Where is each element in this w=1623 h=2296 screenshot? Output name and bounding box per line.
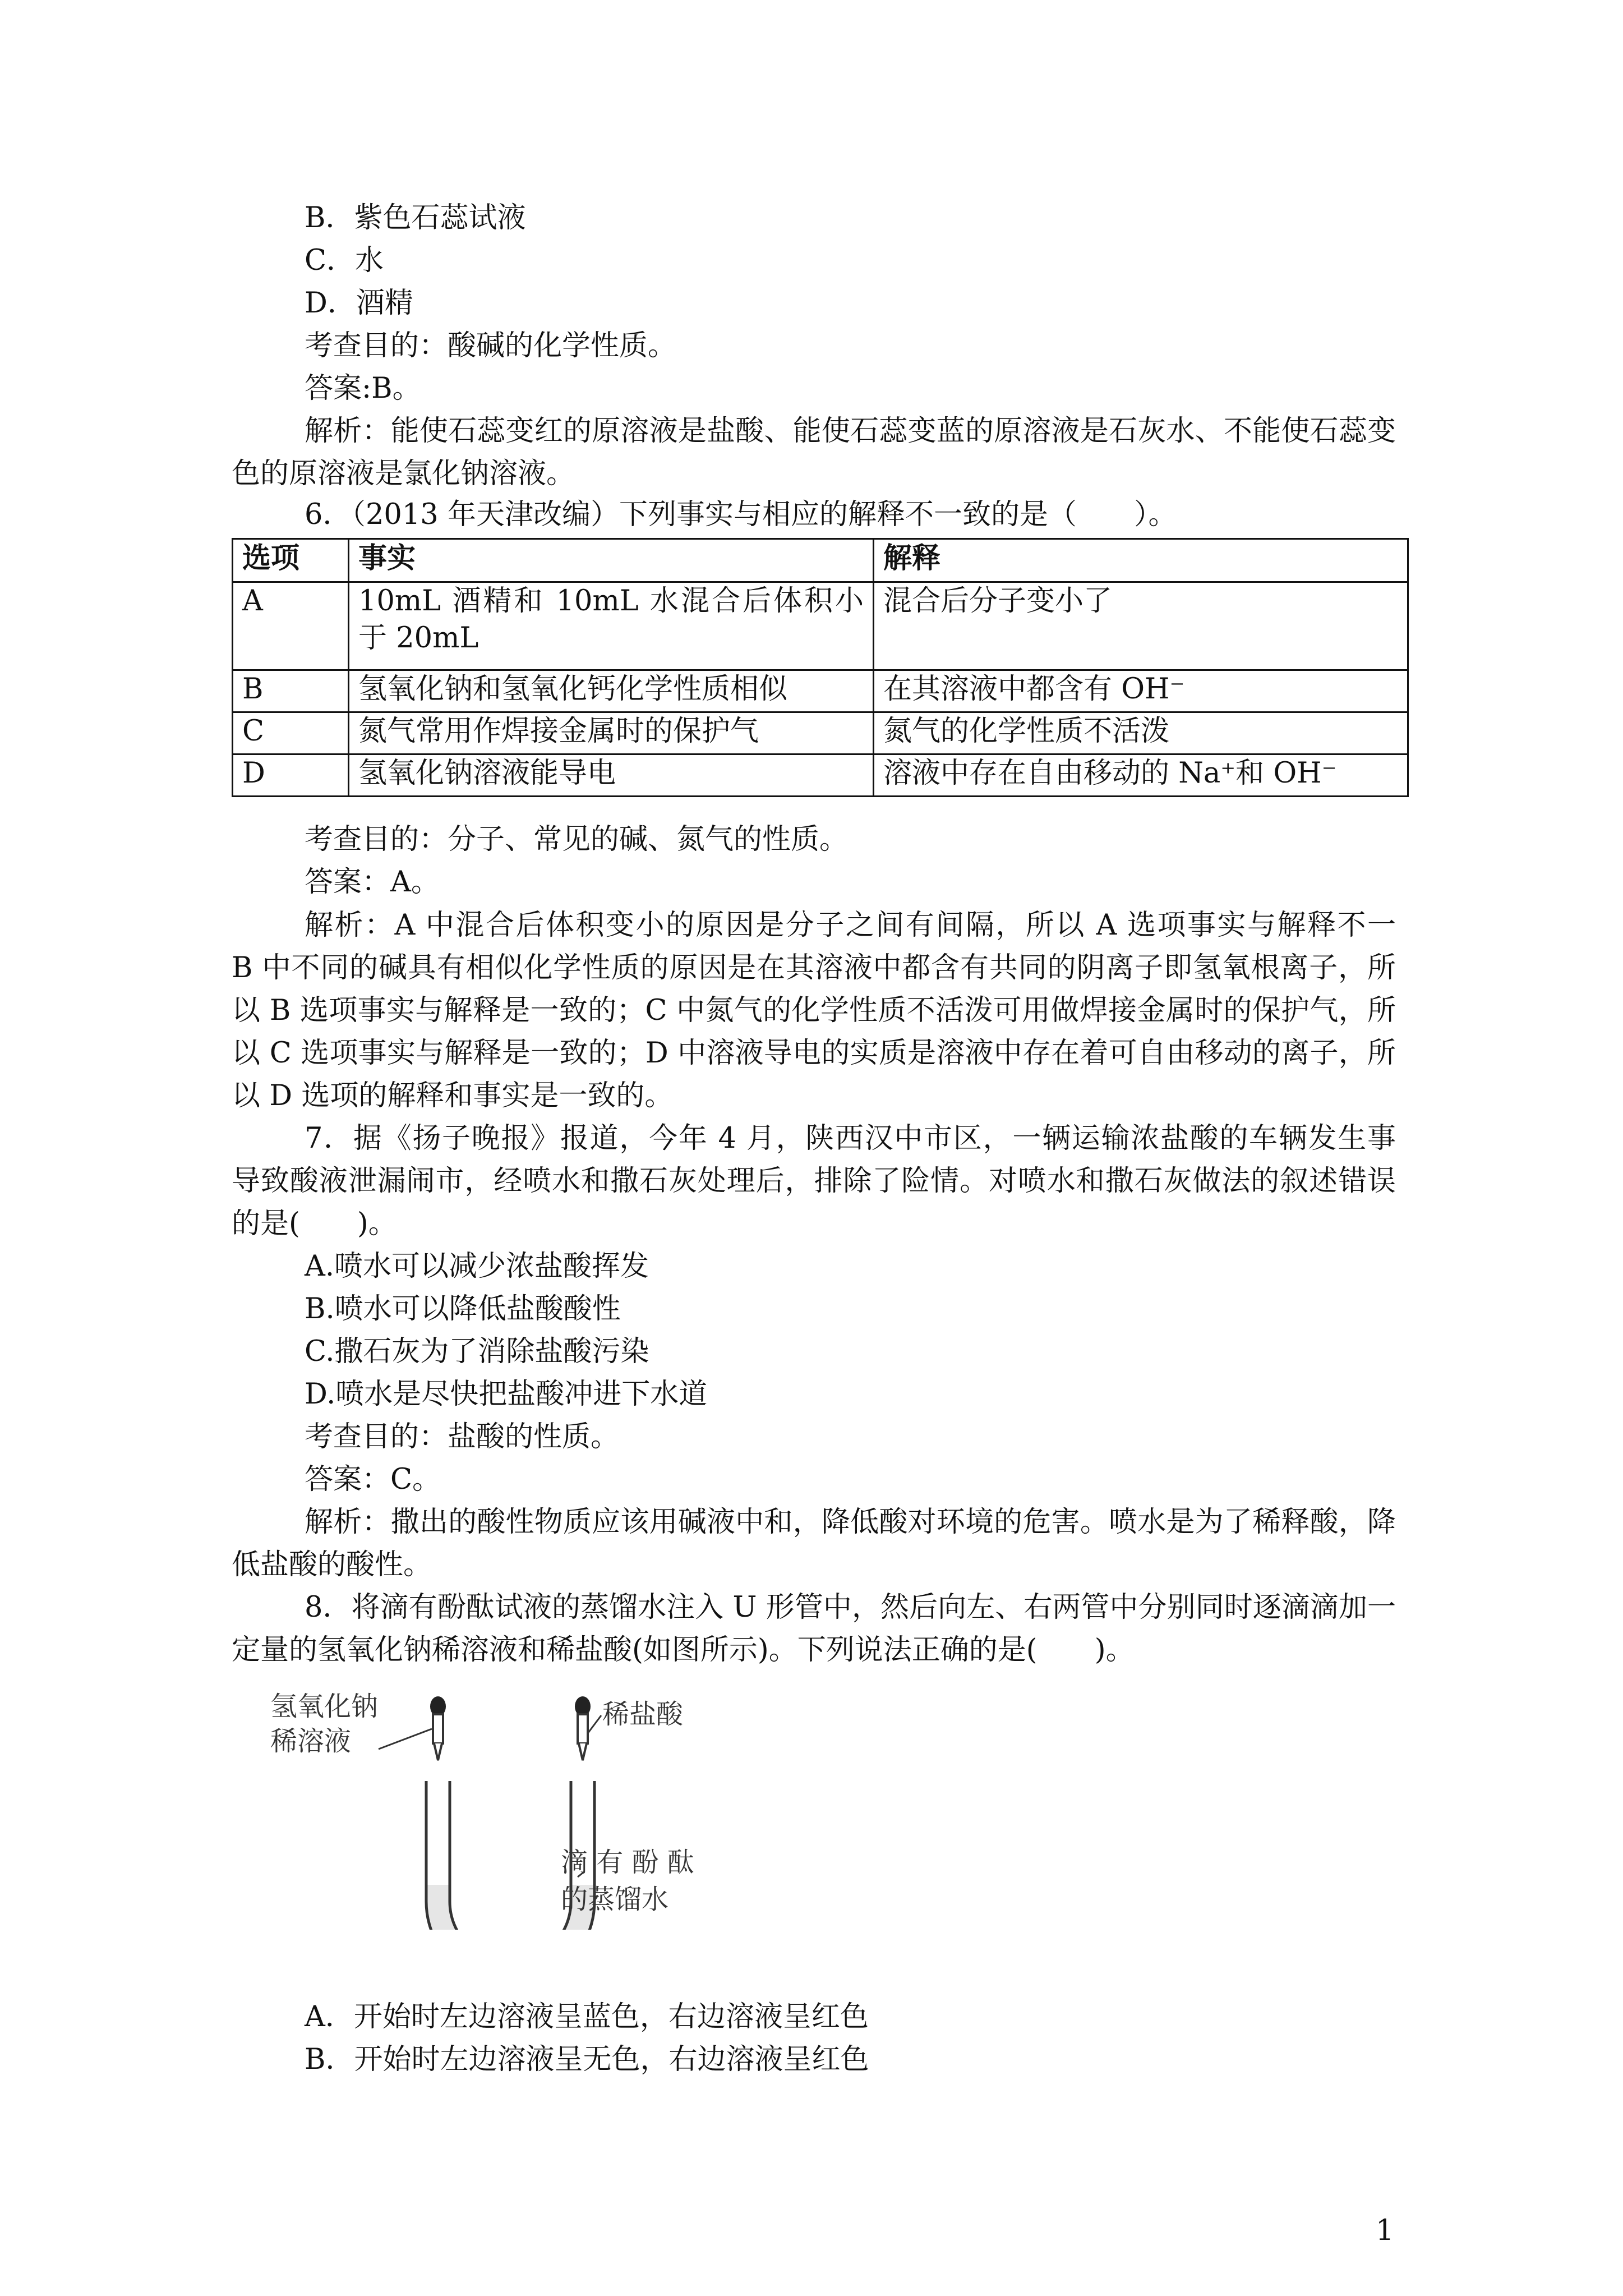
purpose-line: 考查目的：盐酸的性质。 (305, 1420, 620, 1453)
table-cell: B (233, 670, 349, 712)
analysis-line: 解析：撒出的酸性物质应该用碱液中和，降低酸对环境的危害。喷水是为了稀释酸，降 (305, 1506, 1396, 1539)
answer-line: 答案：A。 (305, 866, 440, 899)
table-cell: 10mL 酒精和 10mL 水混合后体积小于 20mL (349, 582, 874, 670)
table-header: 事实 (349, 539, 874, 582)
analysis-line: 解析：能使石蕊变红的原溶液是盐酸、能使石蕊变蓝的原溶液是石灰水、不能使石蕊变 (305, 415, 1396, 448)
question-stem: 8．将滴有酚酞试液的蒸馏水注入 U 形管中，然后向左、右两管中分别同时逐滴滴加一 (305, 1591, 1396, 1624)
table-cell: D (233, 754, 349, 797)
analysis-line: 色的原溶液是氯化钠溶液。 (232, 457, 575, 490)
option-line: A.喷水可以减少浓盐酸挥发 (305, 1250, 649, 1283)
table-row (233, 712, 1408, 754)
purpose-line: 考查目的：酸碱的化学性质。 (305, 329, 677, 362)
option-line: A．开始时左边溶液呈蓝色，右边溶液呈红色 (305, 2000, 869, 2033)
table-cell: 氢氧化钠溶液能导电 (349, 754, 874, 797)
page-number: 1 (1376, 2214, 1394, 2247)
analysis-line: 以 B 选项事实与解释是一致的；C 中氮气的化学性质不活泼可用做焊接金属时的保护气，所 (232, 994, 1396, 1027)
option-line: D．酒精 (305, 287, 413, 320)
table-cell: 混合后分子变小了 (874, 582, 1408, 670)
table-cell: C (233, 712, 349, 754)
option-line: B.喷水可以降低盐酸酸性 (305, 1292, 621, 1326)
option-line: C．水 (305, 244, 384, 277)
analysis-line: 以 C 选项事实与解释是一致的；D 中溶液导电的实质是溶液中存在着可自由移动的离子，所 (232, 1037, 1396, 1070)
analysis-line: 解析：A 中混合后体积变小的原因是分子之间有间隔，所以 A 选项事实与解释不一 (305, 909, 1396, 942)
table-cell: 在其溶液中都含有 OH⁻ (874, 670, 1408, 712)
question-stem: 7．据《扬子晚报》报道，今年 4 月，陕西汉中市区，一辆运输浓盐酸的车辆发生事 (305, 1122, 1396, 1155)
question-stem: 导致酸液泄漏闹市，经喷水和撒石灰处理后，排除了险情。对喷水和撒石灰做法的叙述错误 (232, 1165, 1396, 1198)
analysis-line: 以 D 选项的解释和事实是一致的。 (232, 1079, 674, 1112)
table-row (233, 670, 1408, 712)
analysis-line: 低盐酸的酸性。 (232, 1548, 432, 1581)
option-line: B．紫色石蕊试液 (305, 201, 526, 234)
figure-label: 稀溶液 (270, 1726, 352, 1757)
question-stem: 6．（2013 年天津改编）下列事实与相应的解释不一致的是（ ）。 (305, 498, 1177, 531)
table-cell: 氮气的化学性质不活泼 (874, 712, 1408, 754)
purpose-line: 考查目的：分子、常见的碱、氮气的性质。 (305, 823, 849, 856)
figure-label: 的蒸馏水 (561, 1884, 669, 1915)
table-cell: 氢氧化钠和氢氧化钙化学性质相似 (349, 670, 874, 712)
option-line: C.撒石灰为了消除盐酸污染 (305, 1335, 649, 1368)
figure-label: 氢氧化钠 (270, 1691, 379, 1722)
figure-label: 稀盐酸 (602, 1699, 684, 1730)
answer-line: 答案：C。 (305, 1463, 441, 1496)
table-cell: 溶液中存在自由移动的 Na⁺和 OH⁻ (874, 754, 1408, 797)
question-stem: 定量的氢氧化钠稀溶液和稀盐酸(如图所示)。下列说法正确的是( )。 (232, 1634, 1135, 1667)
u-tube-figure (264, 1688, 712, 1930)
table-cell: 氮气常用作焊接金属时的保护气 (349, 712, 874, 754)
analysis-line: B 中不同的碱具有相似化学性质的原因是在其溶液中都含有共同的阴离子即氢氧根离子，所 (232, 951, 1396, 984)
table-header: 解释 (874, 539, 1408, 582)
figure-label: 滴 有 酚 酞 (561, 1847, 694, 1878)
table-cell: A (233, 582, 349, 670)
table-row (233, 582, 1408, 670)
option-line: B．开始时左边溶液呈无色，右边溶液呈红色 (305, 2043, 869, 2076)
option-line: D.喷水是尽快把盐酸冲进下水道 (305, 1378, 708, 1411)
question-stem: 的是( )。 (232, 1207, 397, 1240)
facts-table (232, 538, 1409, 797)
table-row (233, 754, 1408, 797)
table-header: 选项 (233, 539, 349, 582)
answer-line: 答案:B。 (305, 372, 421, 405)
